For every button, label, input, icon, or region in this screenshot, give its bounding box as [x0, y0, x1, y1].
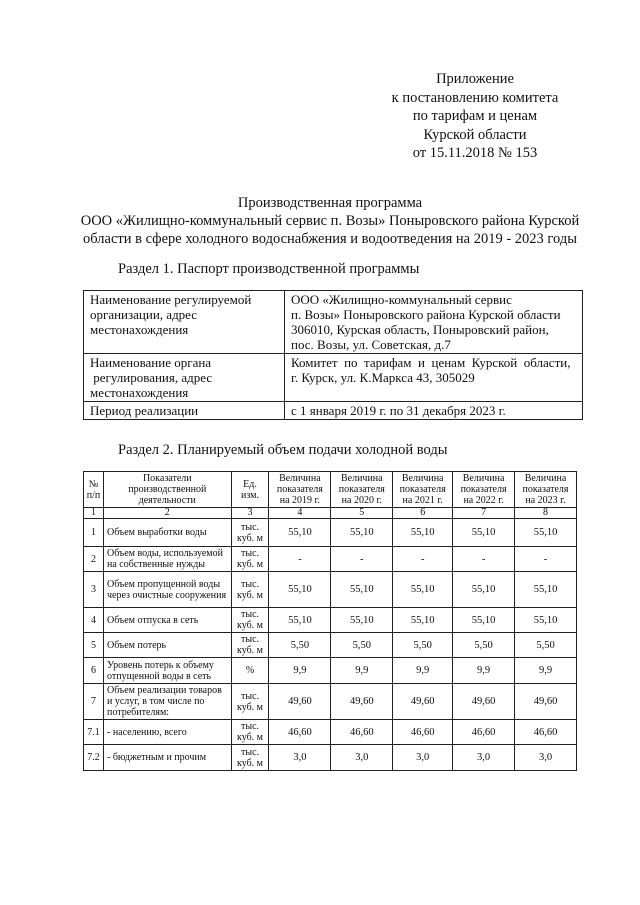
row-value: -	[269, 547, 331, 572]
passport-label	[84, 402, 285, 420]
section1-heading: Раздел 1. Паспорт производственной программы	[118, 261, 420, 277]
table-row	[84, 745, 577, 771]
table-row	[84, 519, 577, 547]
row-value: 55,10	[269, 519, 331, 547]
header-year: Величина показателя на 2020 г.	[331, 472, 393, 508]
row-value: 5,50	[393, 633, 453, 658]
passport-value	[285, 402, 583, 420]
row-value: 3,0	[515, 745, 577, 771]
row-value: 3,0	[393, 745, 453, 771]
table-row	[84, 720, 577, 745]
row-number: 3	[84, 572, 104, 608]
value-line: Комитет по тарифам и ценам Курской области,	[291, 355, 571, 370]
row-value: 55,10	[331, 572, 393, 608]
column-index: 4	[269, 508, 331, 519]
row-value: 9,9	[453, 658, 515, 684]
row-value: 49,60	[453, 684, 515, 720]
table-row	[84, 684, 577, 720]
row-number: 4	[84, 608, 104, 633]
value-line: г. Курск, ул. К.Маркса 43, 305029	[291, 370, 475, 385]
label-line: местонахождения	[90, 322, 189, 337]
row-unit: тыс. куб. м	[231, 633, 269, 658]
passport-value	[285, 354, 583, 402]
row-number: 6	[84, 658, 104, 684]
row-indicator: Объем реализации товаров и услуг, в том числе по потребителям:	[103, 684, 231, 720]
row-unit: тыс. куб. м	[231, 608, 269, 633]
row-value: 9,9	[515, 658, 577, 684]
passport-label	[84, 354, 285, 402]
value-line: 306010, Курская область, Поныровский район,	[291, 322, 549, 337]
row-value: 55,10	[269, 572, 331, 608]
column-index-row	[84, 508, 577, 519]
row-value: 49,60	[393, 684, 453, 720]
row-number: 5	[84, 633, 104, 658]
value-line: п. Возы» Поныровского района Курской области	[291, 307, 561, 322]
column-index: 7	[453, 508, 515, 519]
row-value: 5,50	[515, 633, 577, 658]
row-value: 49,60	[331, 684, 393, 720]
row-value: 55,10	[515, 608, 577, 633]
header-year: Величина показателя на 2019 г.	[269, 472, 331, 508]
table-row	[84, 608, 577, 633]
appendix-block	[370, 70, 580, 163]
column-index: 2	[103, 508, 231, 519]
row-value: 55,10	[331, 608, 393, 633]
row-indicator: Объем пропущенной воды через очистные сооружения	[103, 572, 231, 608]
row-value: -	[453, 547, 515, 572]
column-index: 6	[393, 508, 453, 519]
table-row	[84, 572, 577, 608]
row-value: 46,60	[515, 720, 577, 745]
row-indicator: - населению, всего	[103, 720, 231, 745]
row-value: -	[515, 547, 577, 572]
passport-row	[84, 291, 583, 354]
row-value: 9,9	[331, 658, 393, 684]
row-value: 5,50	[269, 633, 331, 658]
row-value: 5,50	[453, 633, 515, 658]
table-row	[84, 658, 577, 684]
row-unit: тыс. куб. м	[231, 684, 269, 720]
row-value: 55,10	[393, 608, 453, 633]
row-unit: тыс. куб. м	[231, 519, 269, 547]
header-year: Величина показателя на 2022 г.	[453, 472, 515, 508]
program-title-line: ООО «Жилищно-коммунальный сервис п. Возы» Поныровского района Курской	[80, 213, 580, 229]
row-value: 55,10	[393, 572, 453, 608]
row-number: 7.1	[84, 720, 104, 745]
row-value: 55,10	[269, 608, 331, 633]
row-indicator: Объем выработки воды	[103, 519, 231, 547]
row-value: 46,60	[331, 720, 393, 745]
value-line: пос. Возы, ул. Советская, д.7	[291, 337, 451, 352]
header-indicator: Показатели производственной деятельности	[103, 472, 231, 508]
row-value: 55,10	[331, 519, 393, 547]
row-value: 55,10	[453, 608, 515, 633]
row-value: 9,9	[269, 658, 331, 684]
row-value: -	[331, 547, 393, 572]
passport-label	[84, 291, 285, 354]
appendix-line: по тарифам и ценам	[412, 108, 538, 124]
row-value: 55,10	[453, 519, 515, 547]
passport-table	[83, 290, 583, 420]
row-indicator: Уровень потерь к объему отпущенной воды в сеть	[103, 658, 231, 684]
row-value: 3,0	[269, 745, 331, 771]
program-title-line: области в сфере холодного водоснабжения и водоотведения на 2019 - 2023 годы	[83, 231, 577, 247]
label-line: местонахождения	[90, 385, 189, 400]
row-number: 7	[84, 684, 104, 720]
row-number: 1	[84, 519, 104, 547]
row-unit: %	[231, 658, 269, 684]
row-value: 46,60	[269, 720, 331, 745]
row-value: 3,0	[331, 745, 393, 771]
header-row	[84, 472, 577, 508]
passport-row	[84, 402, 583, 420]
row-indicator: Объем отпуска в сеть	[103, 608, 231, 633]
row-value: 49,60	[515, 684, 577, 720]
column-index: 1	[84, 508, 104, 519]
program-title	[70, 194, 590, 248]
column-index: 8	[515, 508, 577, 519]
label-line: Наименование регулируемой	[90, 292, 252, 307]
volume-table	[83, 471, 577, 771]
row-value: 46,60	[453, 720, 515, 745]
appendix-date: от 15.11.2018 № 153	[412, 145, 538, 161]
row-number: 2	[84, 547, 104, 572]
appendix-line: Приложение	[436, 71, 514, 87]
row-number: 7.2	[84, 745, 104, 771]
value-line: ООО «Жилищно-коммунальный сервис	[291, 292, 512, 307]
row-value: 9,9	[393, 658, 453, 684]
passport-row	[84, 354, 583, 402]
column-index: 5	[331, 508, 393, 519]
row-indicator: - бюджетным и прочим	[103, 745, 231, 771]
row-value: -	[393, 547, 453, 572]
label-line: Наименование органа	[90, 355, 212, 370]
section2-heading: Раздел 2. Планируемый объем подачи холодной воды	[118, 442, 448, 458]
row-unit: тыс. куб. м	[231, 572, 269, 608]
column-index: 3	[231, 508, 269, 519]
header-num: № п/п	[84, 472, 104, 508]
value-line: с 1 января 2019 г. по 31 декабря 2023 г.	[291, 403, 506, 418]
appendix-line: Курской области	[423, 126, 527, 143]
label-line: Период реализации	[90, 403, 199, 418]
row-indicator: Объем потерь	[103, 633, 231, 658]
passport-value	[285, 291, 583, 354]
table-row	[84, 547, 577, 572]
row-unit: тыс. куб. м	[231, 720, 269, 745]
label-line: организации, адрес	[90, 307, 198, 322]
row-value: 5,50	[331, 633, 393, 658]
row-value: 3,0	[453, 745, 515, 771]
header-year: Величина показателя на 2023 г.	[515, 472, 577, 508]
appendix-line: к постановлению комитета	[391, 89, 559, 106]
row-value: 55,10	[515, 572, 577, 608]
row-unit: тыс. куб. м	[231, 745, 269, 771]
program-title-line: Производственная программа	[237, 195, 423, 211]
row-value: 55,10	[453, 572, 515, 608]
row-value: 46,60	[393, 720, 453, 745]
header-year: Величина показателя на 2021 г.	[393, 472, 453, 508]
header-unit: Ед. изм.	[231, 472, 269, 508]
row-value: 49,60	[269, 684, 331, 720]
row-value: 55,10	[393, 519, 453, 547]
row-indicator: Объем воды, используемой на собственные нужды	[103, 547, 231, 572]
table-row	[84, 633, 577, 658]
label-line: регулирования, адрес	[90, 370, 213, 385]
row-value: 55,10	[515, 519, 577, 547]
row-unit: тыс. куб. м	[231, 547, 269, 572]
